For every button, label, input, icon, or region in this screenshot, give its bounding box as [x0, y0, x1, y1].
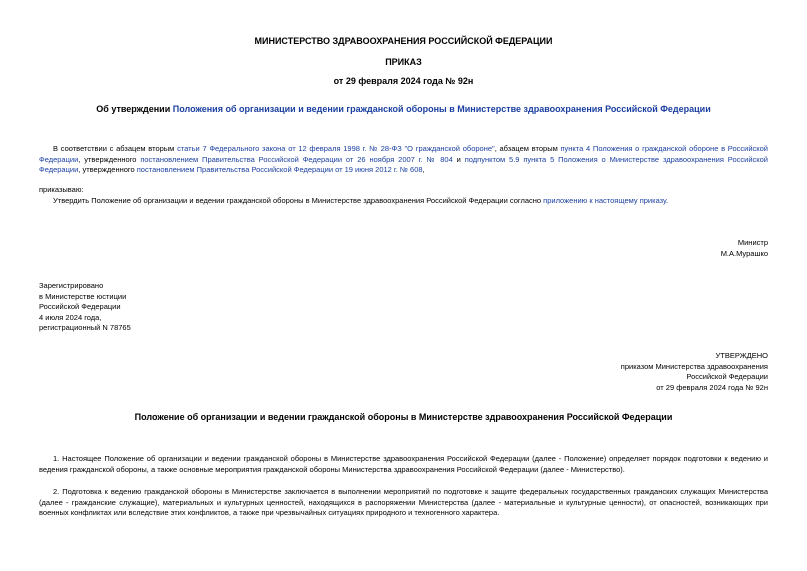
registration-line: в Министерстве юстиции [39, 291, 127, 301]
preamble-text-5: , утвержденного [78, 165, 137, 174]
preamble-text-1: В соответствии с абзацем вторым [53, 144, 178, 153]
approved-line: УТВЕРЖДЕНО [715, 351, 768, 360]
registration-line: Зарегистрировано [39, 281, 104, 290]
signature-position: Министр [737, 238, 768, 247]
ministry-regulation-link[interactable]: подпунктом 5.9 пункта 5 Положения о Министерстве здравоохранения Российской Федерации [39, 154, 768, 174]
preamble-text-3: , утвержденного [78, 154, 141, 164]
order-text-2: . [666, 196, 669, 205]
order-text-1: Утвердить Положение об организации и ведении гражданской обороны в Министерстве здравоохранения Российской Федерации согласно [53, 196, 544, 205]
approved-block [500, 351, 768, 393]
law-link[interactable]: статьи 7 Федерального закона от 12 февраля 1998 г. № 28-ФЗ "О гражданской обороне" [177, 144, 495, 153]
approved-line: от 29 февраля 2024 года № 92н [656, 382, 768, 392]
doc-type-heading: ПРИКАЗ [385, 57, 422, 67]
registration-line: регистрационный N 78765 [39, 323, 131, 332]
registration-line: 4 июля 2024 года, [39, 312, 102, 322]
appendix-link[interactable]: приложению к настоящему приказу [543, 196, 667, 205]
order-title-prefix: Об утверждении [96, 104, 173, 114]
registration-line: Российской Федерации [39, 302, 121, 311]
order-title [0, 104, 807, 115]
order-paragraph [39, 196, 768, 207]
civil-defense-regulation-link[interactable]: пункта 4 Положения о гражданской обороне в Российской Федерации [39, 144, 768, 164]
decree-804-link[interactable]: постановлением Правительства Российской Федерации от 26 ноября 2007 г. № 804 [140, 154, 453, 164]
order-label: приказываю: [39, 185, 84, 194]
approved-line: приказом Министерства здравоохранения [620, 361, 768, 371]
preamble-text-6: , [422, 165, 425, 174]
doc-date-number: от 29 февраля 2024 года № 92н [333, 76, 474, 86]
paragraph-1: 1. Настоящее Положение об организации и ведении гражданской обороны в Министерстве здравоохранения Российской Федерации (далее - Положение) определяет порядок подготовки к ведению и ведения гражданской обороны, а также основные мероприятия гражданской обороны Министерства здравоохранения Российской Федерации (далее - Министерство). [39, 454, 768, 474]
regulation-title: Положение об организации и ведении гражданской обороны в Министерстве здравоохранения Российской Федерации [134, 412, 673, 422]
paragraph-2: 2. Подготовка к ведению гражданской обороны в Министерстве заключается в выполнении мероприятий по подготовке к защите федеральных государственных гражданских служащих Министерства (далее - гражданские служащие), материальных и культурных ценностей, находящихся в распоряжении Министерства (далее - материальные и культурные ценности), от опасностей, возникающих при военных конфликтах или вследствие этих конфликтов, а также при чрезвычайных ситуациях природного и техногенного характера. [39, 487, 768, 517]
ministry-heading: МИНИСТЕРСТВО ЗДРАВООХРАНЕНИЯ РОССИЙСКОЙ ФЕДЕРАЦИИ [254, 36, 553, 46]
preamble-text-4: и [452, 154, 465, 164]
regulation-link[interactable]: Положения об организации и ведении гражданской обороны в Министерстве здравоохранения Российской Федерации [172, 104, 711, 114]
preamble-paragraph [39, 144, 768, 176]
preamble-text-2: , абзацем вторым [494, 144, 561, 153]
approved-line: Российской Федерации [686, 372, 768, 381]
decree-608-link[interactable]: постановлением Правительства Российской Федерации от 19 июня 2012 г. № 608 [136, 165, 423, 174]
signature-name: М.А.Мурашко [720, 249, 768, 258]
registration-block [39, 281, 131, 334]
